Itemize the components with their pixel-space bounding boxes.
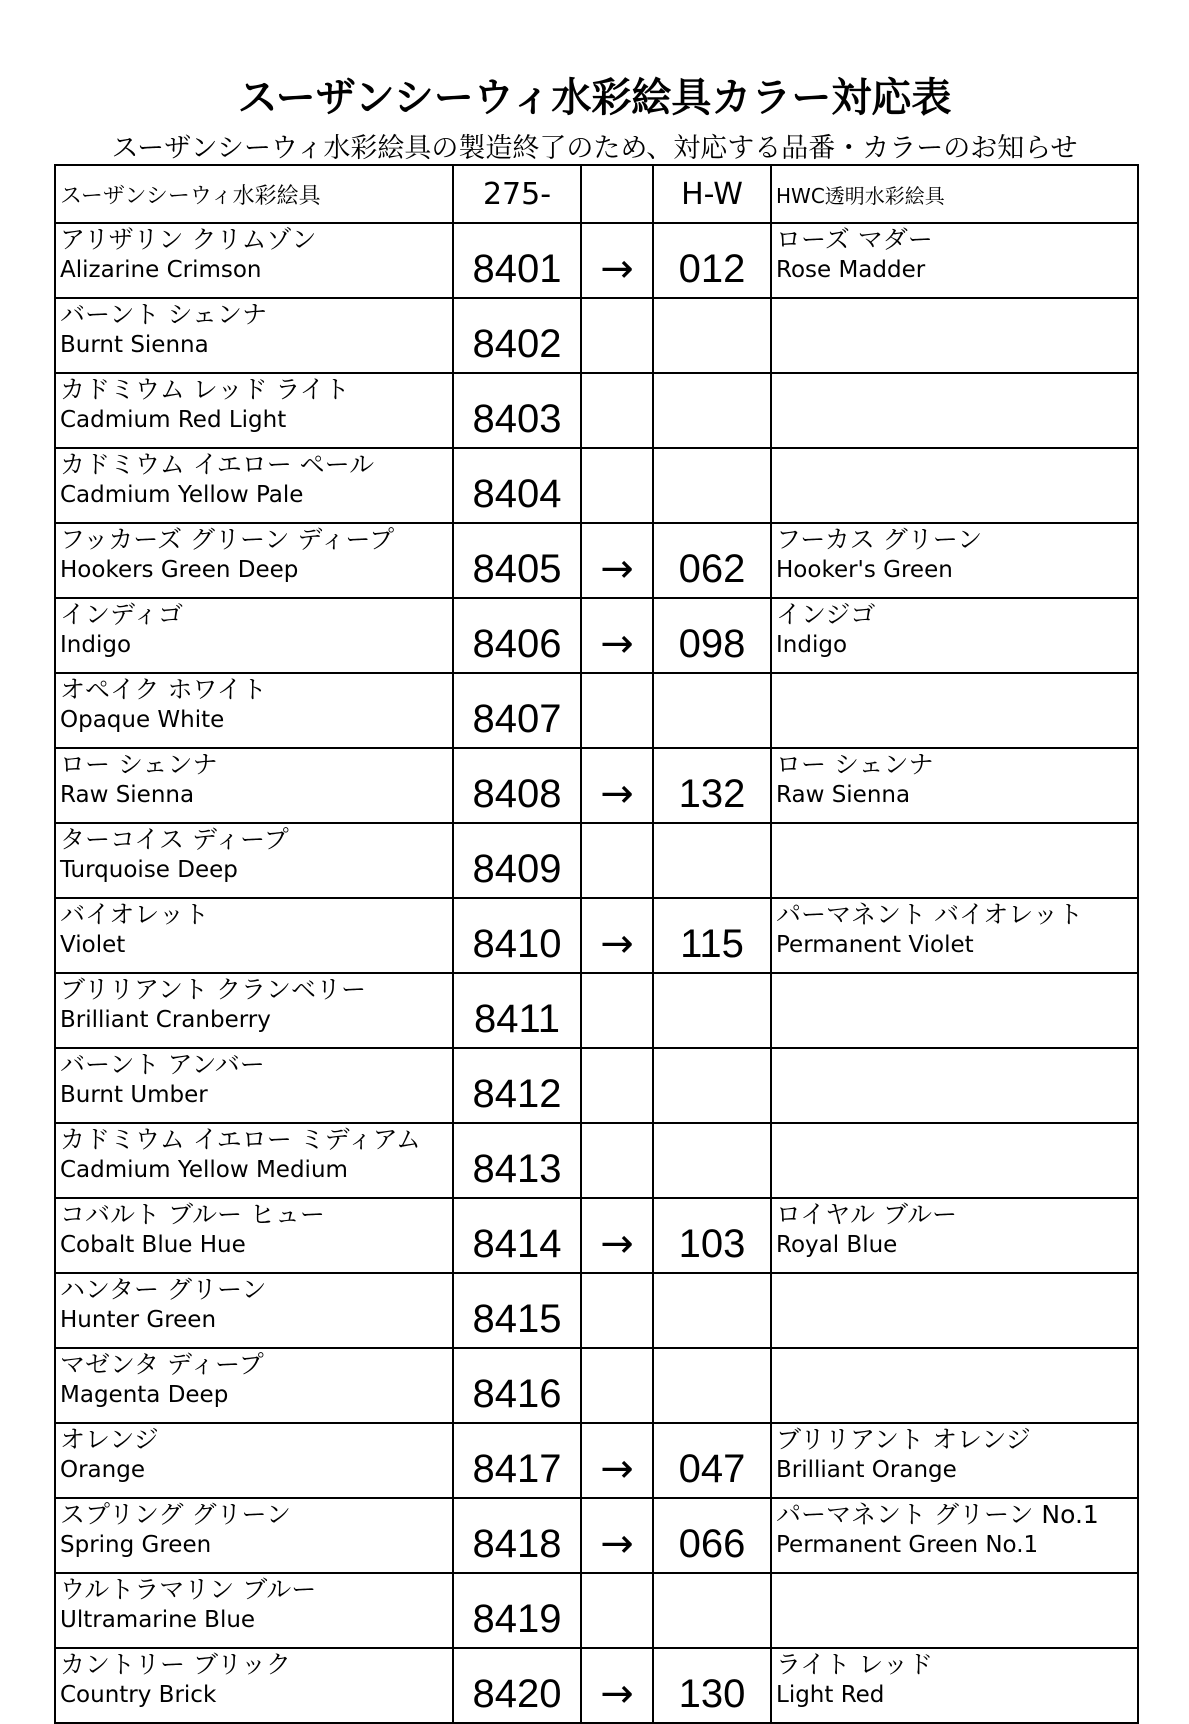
source-product-code: 8416 (453, 1348, 581, 1423)
source-color-cell (55, 1648, 453, 1723)
source-color-cell (55, 1123, 453, 1198)
header-source-brand: スーザンシーウィ水彩絵具 (55, 165, 453, 223)
table-row (55, 1423, 1138, 1498)
source-color-name-en: Indigo (60, 632, 132, 658)
color-correspondence-table (54, 164, 1139, 1724)
source-color-cell (55, 1273, 453, 1348)
target-product-code: 132 (653, 748, 771, 823)
target-color-name-en: Raw Sienna (776, 782, 911, 808)
target-color-cell (771, 448, 1138, 523)
source-color-cell (55, 1573, 453, 1648)
source-color-cell (55, 373, 453, 448)
source-product-code: 8403 (453, 373, 581, 448)
right-arrow-icon (581, 973, 653, 1048)
right-arrow-icon (581, 823, 653, 898)
table-row (55, 748, 1138, 823)
header-target-brand: HWC透明水彩絵具 (771, 165, 1138, 223)
right-arrow-icon: → (581, 598, 653, 673)
target-color-cell (771, 1273, 1138, 1348)
target-color-cell (771, 298, 1138, 373)
source-product-code: 8409 (453, 823, 581, 898)
target-product-code: 062 (653, 523, 771, 598)
right-arrow-icon: → (581, 1198, 653, 1273)
target-color-name-en: Rose Madder (776, 257, 926, 283)
source-color-name-en: Country Brick (60, 1682, 217, 1708)
source-color-name-jp: バーント アンバー (60, 1050, 265, 1079)
source-color-name-en: Hookers Green Deep (60, 557, 299, 583)
source-color-name-en: Spring Green (60, 1532, 212, 1558)
source-color-name-jp: スプリング グリーン (60, 1500, 291, 1529)
target-color-cell (771, 1048, 1138, 1123)
source-product-code: 8410 (453, 898, 581, 973)
source-color-name-jp: カドミウム イエロー ミディアム (60, 1125, 421, 1154)
table-row (55, 598, 1138, 673)
target-color-cell (771, 523, 1138, 598)
target-product-code: 115 (653, 898, 771, 973)
table-row (55, 223, 1138, 298)
header-target-prefix: H-W (653, 165, 771, 223)
table-row (55, 1348, 1138, 1423)
source-color-name-en: Brilliant Cranberry (60, 1007, 271, 1033)
target-product-code (653, 823, 771, 898)
source-color-name-jp: オレンジ (60, 1425, 159, 1454)
source-product-code: 8420 (453, 1648, 581, 1723)
table-row (55, 1048, 1138, 1123)
right-arrow-icon (581, 448, 653, 523)
source-color-name-jp: インディゴ (60, 600, 184, 629)
table-row (55, 1123, 1138, 1198)
source-color-name-jp: オペイク ホワイト (60, 675, 267, 704)
table-row (55, 1198, 1138, 1273)
table-row (55, 1573, 1138, 1648)
target-product-code: 012 (653, 223, 771, 298)
source-color-name-en: Alizarine Crimson (60, 257, 262, 283)
source-color-name-jp: フッカーズ グリーン ディープ (60, 525, 395, 554)
source-color-name-en: Hunter Green (60, 1307, 217, 1333)
right-arrow-icon: → (581, 898, 653, 973)
target-color-cell (771, 1123, 1138, 1198)
source-color-name-en: Burnt Umber (60, 1082, 208, 1108)
source-color-name-en: Magenta Deep (60, 1382, 229, 1408)
source-color-name-jp: マゼンタ ディープ (60, 1350, 264, 1379)
target-color-name-jp: ブリリアント オレンジ (776, 1425, 1031, 1454)
target-product-code: 047 (653, 1423, 771, 1498)
target-color-cell (771, 1198, 1138, 1273)
source-product-code: 8413 (453, 1123, 581, 1198)
table-header-row (55, 165, 1138, 223)
source-color-name-jp: カドミウム レッド ライト (60, 375, 350, 404)
right-arrow-icon (581, 1048, 653, 1123)
page-subtitle: スーザンシーウィ水彩絵具の製造終了のため、対応する品番・カラーのお知らせ (111, 133, 1078, 164)
target-color-name-en: Light Red (776, 1682, 885, 1708)
table-row (55, 1498, 1138, 1573)
target-color-cell (771, 1423, 1138, 1498)
target-color-name-jp: パーマネント グリーン No.1 (776, 1500, 1099, 1529)
source-color-cell (55, 298, 453, 373)
source-product-code: 8412 (453, 1048, 581, 1123)
source-color-name-en: Cobalt Blue Hue (60, 1232, 246, 1258)
source-product-code: 8407 (453, 673, 581, 748)
table-row (55, 1273, 1138, 1348)
source-color-name-jp: ロー シェンナ (60, 750, 218, 779)
target-product-code: 066 (653, 1498, 771, 1573)
target-product-code: 130 (653, 1648, 771, 1723)
target-product-code: 103 (653, 1198, 771, 1273)
source-color-name-en: Violet (60, 932, 126, 958)
table-row (55, 898, 1138, 973)
source-color-name-jp: ウルトラマリン ブルー (60, 1575, 317, 1604)
source-color-name-en: Ultramarine Blue (60, 1607, 256, 1633)
target-product-code: 098 (653, 598, 771, 673)
right-arrow-icon (581, 1348, 653, 1423)
right-arrow-icon (581, 1573, 653, 1648)
source-color-cell (55, 973, 453, 1048)
target-product-code (653, 373, 771, 448)
target-product-code (653, 1273, 771, 1348)
source-product-code: 8404 (453, 448, 581, 523)
table-row (55, 298, 1138, 373)
header-arrow-column (581, 165, 653, 223)
target-product-code (653, 973, 771, 1048)
table-row (55, 448, 1138, 523)
source-color-name-jp: コバルト ブルー ヒュー (60, 1200, 325, 1229)
source-color-name-jp: ターコイス ディープ (60, 825, 289, 854)
source-color-name-en: Orange (60, 1457, 145, 1483)
target-color-name-jp: ロー シェンナ (776, 750, 934, 779)
table-row (55, 1648, 1138, 1723)
source-product-code: 8419 (453, 1573, 581, 1648)
source-color-name-jp: アリザリン クリムゾン (60, 225, 317, 254)
table-row (55, 523, 1138, 598)
source-color-name-en: Raw Sienna (60, 782, 195, 808)
right-arrow-icon: → (581, 223, 653, 298)
target-color-name-jp: フーカス グリーン (776, 525, 983, 554)
source-color-cell (55, 1348, 453, 1423)
table-body (55, 165, 1138, 1723)
table-row (55, 673, 1138, 748)
target-color-name-jp: ライト レッド (776, 1650, 933, 1679)
source-product-code: 8408 (453, 748, 581, 823)
target-color-cell (771, 223, 1138, 298)
source-product-code: 8417 (453, 1423, 581, 1498)
right-arrow-icon: → (581, 1648, 653, 1723)
target-product-code (653, 1048, 771, 1123)
target-color-name-en: Permanent Green No.1 (776, 1532, 1039, 1558)
source-color-cell (55, 598, 453, 673)
target-color-name-jp: ローズ マダー (776, 225, 933, 254)
target-color-name-en: Indigo (776, 632, 848, 658)
target-color-cell (771, 1348, 1138, 1423)
table-row (55, 973, 1138, 1048)
source-color-name-en: Cadmium Yellow Pale (60, 482, 304, 508)
right-arrow-icon (581, 298, 653, 373)
target-color-name-en: Permanent Violet (776, 932, 974, 958)
source-product-code: 8406 (453, 598, 581, 673)
table-row (55, 373, 1138, 448)
source-product-code: 8414 (453, 1198, 581, 1273)
source-color-name-jp: ハンター グリーン (60, 1275, 267, 1304)
target-color-name-en: Royal Blue (776, 1232, 898, 1258)
right-arrow-icon (581, 1273, 653, 1348)
header-source-prefix: 275- (453, 165, 581, 223)
target-color-name-jp: パーマネント バイオレット (776, 900, 1083, 929)
source-color-name-en: Turquoise Deep (60, 857, 238, 883)
source-color-cell (55, 748, 453, 823)
target-color-cell (771, 373, 1138, 448)
source-product-code: 8411 (453, 973, 581, 1048)
target-color-cell (771, 1498, 1138, 1573)
target-color-name-jp: インジゴ (776, 600, 876, 629)
target-product-code (653, 448, 771, 523)
source-color-cell (55, 898, 453, 973)
table-row (55, 823, 1138, 898)
source-color-name-jp: バイオレット (60, 900, 210, 929)
target-product-code (653, 1123, 771, 1198)
source-color-cell (55, 223, 453, 298)
target-product-code (653, 298, 771, 373)
right-arrow-icon: → (581, 1498, 653, 1573)
target-color-cell (771, 673, 1138, 748)
target-color-cell (771, 973, 1138, 1048)
source-color-name-jp: バーント シェンナ (60, 300, 267, 329)
source-color-name-jp: カントリー ブリック (60, 1650, 291, 1679)
target-color-name-jp: ロイヤル ブルー (776, 1200, 957, 1229)
right-arrow-icon (581, 373, 653, 448)
target-color-name-en: Hooker's Green (776, 557, 953, 583)
source-color-name-en: Cadmium Yellow Medium (60, 1157, 348, 1183)
source-product-code: 8405 (453, 523, 581, 598)
target-product-code (653, 1348, 771, 1423)
source-color-cell (55, 1423, 453, 1498)
page-title: スーザンシーウィ水彩絵具カラー対応表 (237, 75, 952, 121)
right-arrow-icon: → (581, 1423, 653, 1498)
source-color-cell (55, 823, 453, 898)
source-color-name-en: Opaque White (60, 707, 225, 733)
source-color-name-jp: カドミウム イエロー ペール (60, 450, 375, 479)
target-color-cell (771, 823, 1138, 898)
target-product-code (653, 1573, 771, 1648)
source-color-cell (55, 673, 453, 748)
right-arrow-icon: → (581, 523, 653, 598)
target-color-cell (771, 1573, 1138, 1648)
source-color-name-en: Cadmium Red Light (60, 407, 287, 433)
target-color-cell (771, 598, 1138, 673)
target-color-cell (771, 748, 1138, 823)
source-product-code: 8418 (453, 1498, 581, 1573)
target-product-code (653, 673, 771, 748)
source-color-cell (55, 1198, 453, 1273)
right-arrow-icon (581, 673, 653, 748)
source-color-cell (55, 1048, 453, 1123)
right-arrow-icon (581, 1123, 653, 1198)
source-color-cell (55, 523, 453, 598)
source-color-name-en: Burnt Sienna (60, 332, 209, 358)
target-color-cell (771, 898, 1138, 973)
source-color-cell (55, 1498, 453, 1573)
source-color-cell (55, 448, 453, 523)
source-color-name-jp: ブリリアント クランベリー (60, 975, 366, 1004)
right-arrow-icon: → (581, 748, 653, 823)
source-product-code: 8402 (453, 298, 581, 373)
source-product-code: 8401 (453, 223, 581, 298)
source-product-code: 8415 (453, 1273, 581, 1348)
target-color-name-en: Brilliant Orange (776, 1457, 957, 1483)
target-color-cell (771, 1648, 1138, 1723)
